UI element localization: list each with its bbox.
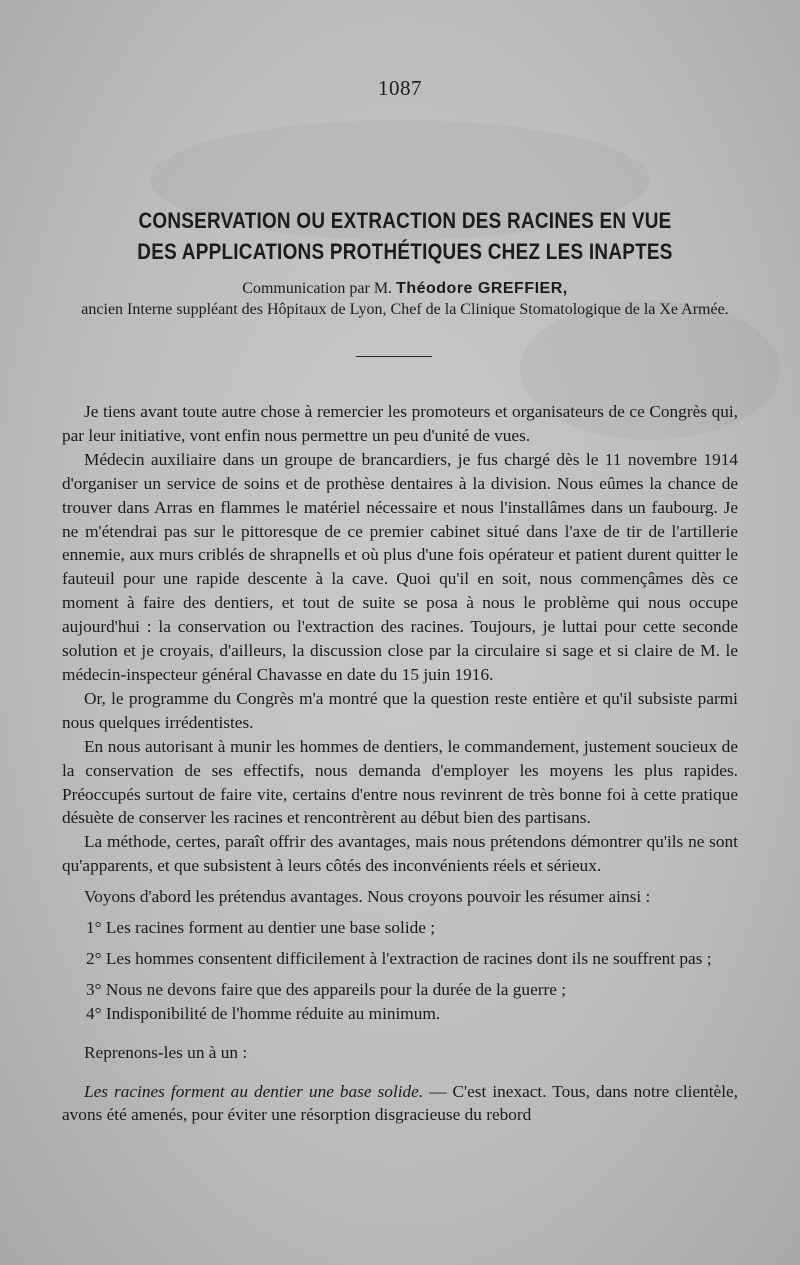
- article-title: [108, 205, 701, 267]
- article-body: [62, 400, 738, 1127]
- byline: [40, 278, 770, 320]
- author-name: Théodore GREFFIER,: [396, 280, 568, 297]
- paragraph: Je tiens avant toute autre chose à remercier les promoteurs et organisateurs de ce Congrès qui, par leur initiative, vont enfin nous permettre un peu d'unité de vues.: [62, 402, 738, 445]
- italic-lead: Les racines forment au dentier une base solide.: [84, 1081, 424, 1101]
- closing-paragraph: [62, 1080, 738, 1128]
- paragraph: Or, le programme du Congrès m'a montré que la question reste entière et qu'il subsiste parmi nous quelques irrédentistes.: [62, 688, 738, 732]
- list-item: 1° Les racines forment au dentier une base solide ;: [86, 918, 436, 938]
- list-item: 2° Les hommes consentent difficilement à l'extraction de racines dont ils ne souffrent pas ;: [86, 948, 712, 968]
- author-affiliation: ancien Interne suppléant des Hôpitaux de Lyon, Chef de la Clinique Stomatologique de la Xe Armée.: [81, 301, 729, 318]
- closing-continuation: — C'est inexact. Tous, dans notre clientèle, avons été amenés, pour éviter une résorption disgracieuse du rebord: [62, 1081, 738, 1125]
- paragraph: Voyons d'abord les prétendus avantages. Nous croyons pouvoir les résumer ainsi :: [84, 887, 651, 907]
- title-line-2: DES APPLICATIONS PROTHÉTIQUES CHEZ LES INAPTES: [137, 239, 673, 264]
- page-number: 1087: [378, 76, 422, 100]
- section-divider: [356, 356, 432, 357]
- list-item: 4° Indisponibilité de l'homme réduite au minimum.: [86, 1003, 441, 1023]
- list-item: 3° Nous ne devons faire que des appareils pour la durée de la guerre ;: [86, 979, 567, 999]
- paragraph: La méthode, certes, paraît offrir des avantages, mais nous prétendons démontrer qu'ils ne sont qu'apparents, et que subsistent à leurs côtés des inconvénients réels et sérieux.: [62, 832, 738, 876]
- closing-intro: Reprenons-les un à un :: [84, 1042, 248, 1062]
- title-line-1: CONSERVATION OU EXTRACTION DES RACINES EN VUE: [138, 208, 672, 233]
- byline-prefix: Communication par M.: [242, 280, 393, 297]
- paragraph: Médecin auxiliaire dans un groupe de brancardiers, je fus chargé dès le 11 novembre 1914 d'organiser un service de soins et de prothèse dentaires à la division. Nous eûmes la chance de trouver dans Arras en flammes le matériel nécessaire et nous l'installâmes dans un faubourg. Je ne m'étendrai pas sur le pittoresque de ce premier cabinet situé dans l'axe de tir de l'artillerie ennemie, aux murs criblés de shrapnells et où plus d'une fois opérateur et patient durent quitter le fauteuil pour une rapide descente à la cave. Quoi qu'il en soit, nous commençâmes dès ce moment à faire des dentiers, et tout de suite se posa à nous le problème qui nous occupe aujourd'hui : la conservation ou l'extraction des racines. Toujours, je luttai pour cette seconde solution et je croyais, d'ailleurs, la discussion close par la circulaire si sage et si claire de M. le médecin-inspecteur général Chavasse en date du 15 juin 1916.: [62, 449, 738, 684]
- byline-line: [40, 278, 770, 299]
- paragraph: En nous autorisant à munir les hommes de dentiers, le commandement, justement soucieux de la conservation de ses effectifs, nous demanda d'employer les moyens les plus rapides. Préoccupés surtout de faire vite, certains d'entre nous revinrent de très bonne foi à cette pratique désuète de conserver les racines et rencontrèrent au début bien des partisans.: [62, 736, 738, 828]
